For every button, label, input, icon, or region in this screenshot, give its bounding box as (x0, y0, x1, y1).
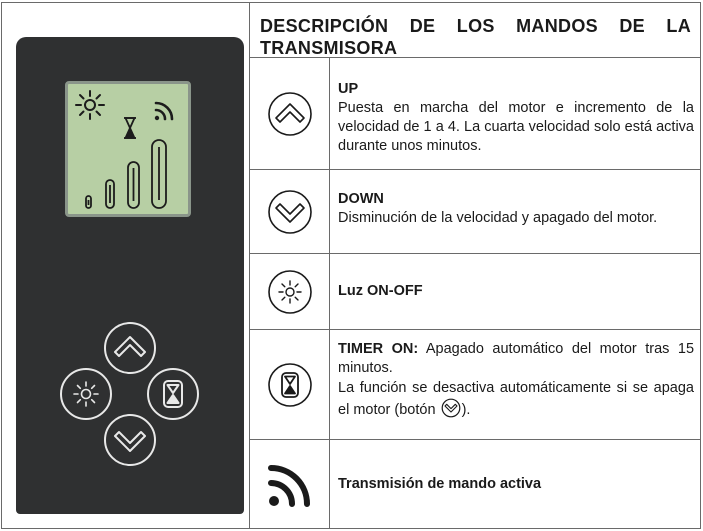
remote-light-button[interactable] (60, 368, 112, 420)
row-description: Puesta en marcha del motor e incremento de la velocidad de 1 a 4. La cuarta velocidad solo está activa durante unos minutos. (338, 100, 694, 154)
icon-cell (250, 440, 330, 529)
text-cell (331, 440, 701, 529)
hourglass-icon (149, 370, 197, 418)
row-note-end: ). (461, 402, 471, 418)
row-note: La función se desactiva automáticamente si se apaga el motor (botón (338, 380, 694, 418)
hourglass-icon (267, 362, 313, 408)
table-row-up (250, 58, 701, 170)
row-title: TIMER ON: (338, 341, 419, 357)
row-title: UP (338, 81, 359, 97)
down-chevron-icon (267, 189, 313, 235)
light-icon (267, 269, 313, 315)
signal-icon (264, 459, 316, 511)
table-row-down (250, 170, 701, 254)
row-description: Disminución de la velocidad y apagado del motor. (338, 210, 658, 226)
row-description: Apagado automático del motor tras 15 minutos. (338, 341, 695, 376)
row-description-block (338, 340, 694, 378)
text-cell (331, 330, 701, 439)
table-row-light (250, 254, 701, 330)
row-title: Transmisión de mando activa (338, 476, 542, 492)
table-header (250, 2, 701, 58)
down-chevron-icon (441, 398, 461, 418)
text-cell (331, 58, 701, 169)
row-title: Luz ON-OFF (338, 283, 423, 299)
row-note-line (338, 378, 694, 420)
lcd-speed-bars (86, 140, 166, 208)
icon-cell (250, 58, 330, 169)
remote-timer-button[interactable] (147, 368, 199, 420)
remote-up-button[interactable] (104, 322, 156, 374)
table-row-timer (250, 330, 701, 440)
text-cell (331, 254, 701, 329)
down-chevron-icon (106, 416, 154, 464)
lcd-symbols (68, 84, 188, 214)
lcd-hourglass-icon (124, 118, 136, 138)
icon-cell (250, 170, 330, 253)
up-chevron-icon (106, 324, 154, 372)
lcd-light-icon (76, 91, 104, 119)
light-icon (62, 370, 110, 418)
remote-control (16, 37, 244, 514)
lcd-display (65, 81, 191, 217)
text-cell (331, 170, 701, 253)
icon-cell (250, 330, 330, 439)
up-chevron-icon (267, 91, 313, 137)
lcd-signal-icon (155, 103, 172, 120)
row-title: DOWN (338, 191, 384, 207)
icon-cell (250, 254, 330, 329)
table-row-signal (250, 440, 701, 529)
page-title: DESCRIPCIÓN DE LOS MANDOS DE LA TRANSMISORA (260, 16, 691, 58)
remote-down-button[interactable] (104, 414, 156, 466)
